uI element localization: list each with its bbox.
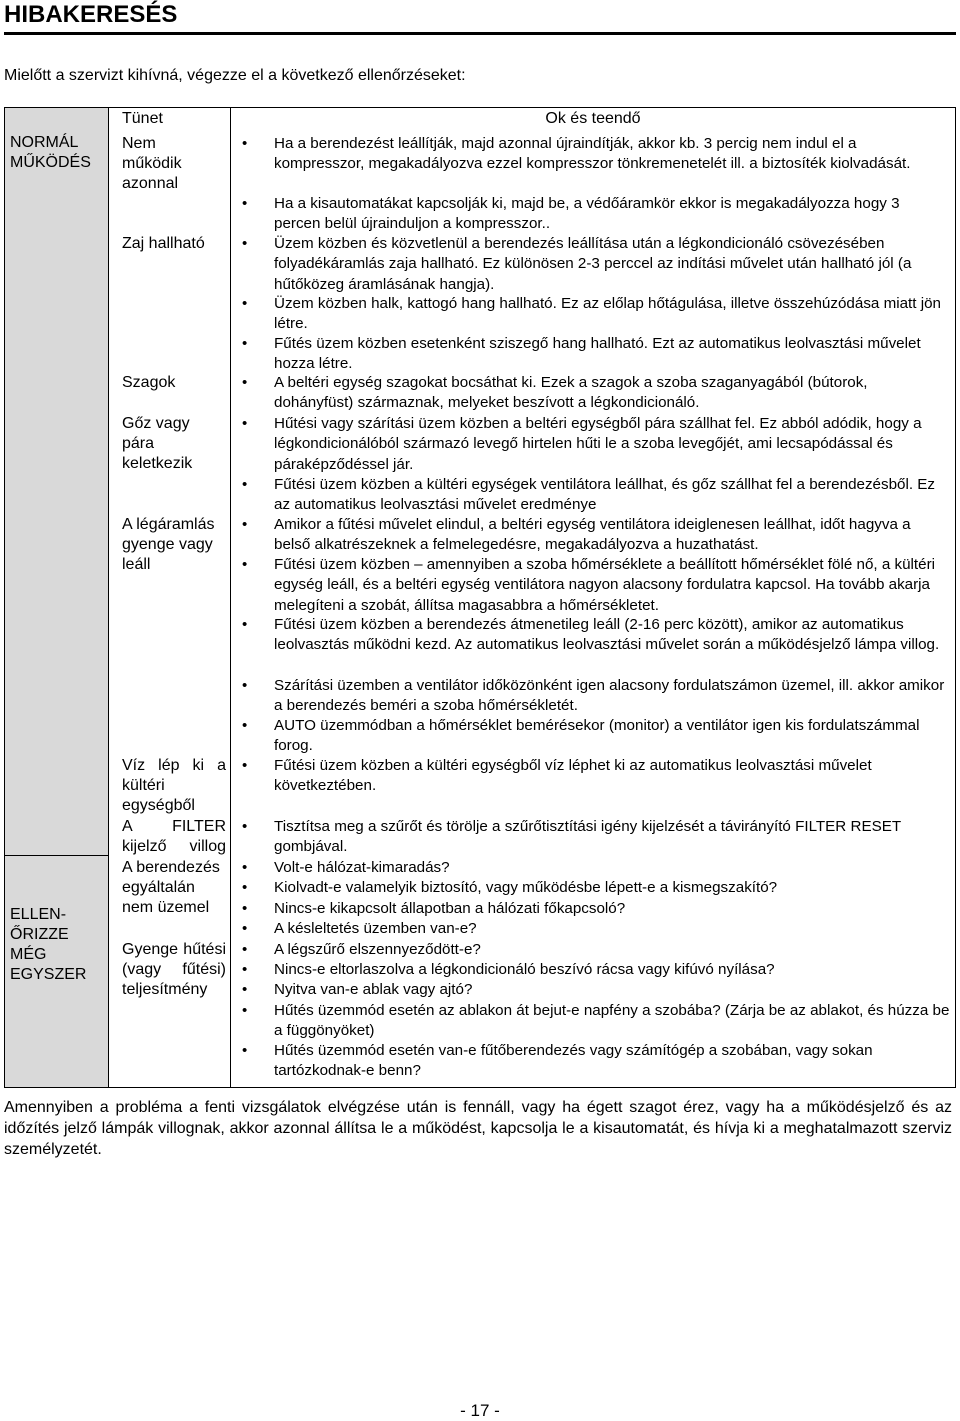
cause-item-8-3: • Hűtés üzemmód esetén az ablakon át bejut-e napfény a szobába? (Zárja be az ablakot, és húzza be a függönyöket) xyxy=(236,1001,950,1042)
cause-item-8-0: • A légszűrő elszennyeződött-e? xyxy=(236,940,950,960)
symptom-1: Zaj hallható xyxy=(122,235,205,252)
cause-item-4-0: • Amikor a fűtési művelet elindul, a beltéri egység ventilátora ideiglenesen leállhat, időt hagyva a belső alkatrészeknek a felmelegedésre, megakadályozva a huzathatást. xyxy=(236,515,950,556)
cause-item-7-3: • A késleltetés üzemben van-e? xyxy=(236,919,950,939)
cause-item-3-1: • Fűtési üzem közben a kültéri egységek ventilátora leállhat, és gőz szállhat fel a berendezésből. Ez az automatikus leolvasztási művelet eredménye xyxy=(236,475,950,516)
cause-item-0-1: • Ha a kisautomatákat kapcsolják ki, majd be, a védőáramkör ekkor is megakadályozza hogy 3 percen belül újrainduljon a kompresszor.. xyxy=(236,194,950,235)
cause-item-7-2: • Nincs-e kikapcsolt állapotban a hálózati főkapcsoló? xyxy=(236,899,950,919)
category-label-normal: NORMÁL MŰKÖDÉS xyxy=(10,134,91,171)
symptom-column-border xyxy=(230,107,231,1087)
symptom-8: Gyenge hűtési (vagy fűtési) teljesítmény xyxy=(122,941,226,998)
symptom-4: A légáramlás gyenge vagy leáll xyxy=(122,516,215,573)
cause-item-1-2: • Fűtés üzem közben esetenként sziszegő hang hallható. Ezt az automatikus leolvasztási művelet hozza létre. xyxy=(236,334,950,375)
title-underline xyxy=(4,32,956,35)
table-left-border xyxy=(4,107,5,1087)
symptom-3: Gőz vagy pára keletkezik xyxy=(122,415,193,472)
troubleshooting-table xyxy=(4,107,956,1087)
cause-item-4-1: • Fűtési üzem közben – amennyiben a szoba hőmérséklete a beállított hőmérséklet fölé nő, a kültéri egység leáll, és a beltéri egység ventilátora nagyon alacsony fordulatra kapcsol. Ha tovább akarja melegíteni a szobát, állítsa magasabbra a hőmérsékletet. xyxy=(236,555,950,616)
cause-item-1-0: • Üzem közben és közvetlenül a berendezés leállítása után a légkondicionáló csövezésében folyadékáramlás zaja hallható. Ez különösen 2-3 perccel az indítási művelet után hallható jól (a hűtőközeg áramlásának hangja). xyxy=(236,234,950,295)
cause-item-5-0: • Fűtési üzem közben a kültéri egységből víz léphet ki az automatikus leolvasztási művelet következtében. xyxy=(236,756,950,797)
cause-item-4-3: • Szárítási üzemben a ventilátor időközönként igen alacsony fordulatszámon üzemel, ill. akkor amikor a berendezés beméri a szoba hőmérsékletét. xyxy=(236,676,950,717)
page-title: HIBAKERESÉS xyxy=(4,1,178,28)
symptom-7: A berendezés egyáltalán nem üzemel xyxy=(122,859,220,916)
intro-text: Mielőtt a szervizt kihívná, végezze el a következő ellenőrzéseket: xyxy=(4,67,466,84)
cause-item-3-0: • Hűtési vagy szárítási üzem közben a beltéri egységből pára szállhat fel. Ez abból adódik, hogy a légkondicionálóból származó levegő hirtelen hűti le a szoba levegőjét, ami lecsapódással és páraképződéssel jár. xyxy=(236,414,950,475)
category-cell-normal xyxy=(4,107,108,855)
symptom-0: Nem működik azonnal xyxy=(122,135,182,192)
category-label-check: ELLEN-ŐRIZZE MÉG EGYSZER xyxy=(10,906,87,983)
cause-item-8-4: • Hűtés üzemmód esetén van-e fűtőberendezés vagy számítógép a szobában, vagy sokan tartózkodnak-e benn? xyxy=(236,1041,950,1082)
header-cause: Ok és teendő xyxy=(545,110,641,127)
symptom-2: Szagok xyxy=(122,374,176,391)
symptom-5: Víz lép ki a kültéri egységből xyxy=(122,757,226,814)
cause-item-6-0: • Tisztítsa meg a szűrőt és törölje a szűrőtisztítási igény kijelzését a távirányító FILTER RESET gombjával. xyxy=(236,817,950,858)
symptom-6: A FILTER kijelző villog xyxy=(122,818,226,855)
table-top-border xyxy=(4,107,956,108)
cause-item-8-1: • Nincs-e eltorlaszolva a légkondicionáló beszívó rácsa vagy kifúvó nyílása? xyxy=(236,960,950,980)
footer-note: Amennyiben a probléma a fenti vizsgálatok elvégzése után is fennáll, vagy ha égett szagot érez, vagy ha a működésjelző és az időzítés jelző lámpák villognak, akkor azonnal állítsa le a működést, kapcsolja le a kisautomatát, és hívja ki a meghatalmazott szerviz személyzetét. xyxy=(4,1099,952,1158)
cause-item-2-0: • A beltéri egység szagokat bocsáthat ki. Ezek a szagok a szoba szaganyagából (bútorok, dohányfüst) származnak, melyeket beszívott a légkondicionáló. xyxy=(236,373,950,414)
cause-item-7-1: • Kiolvadt-e valamelyik biztosító, vagy működésbe lépett-e a kismegszakító? xyxy=(236,878,950,898)
category-divider xyxy=(4,855,108,856)
table-right-border xyxy=(955,107,956,1087)
category-cell-check xyxy=(4,855,108,1087)
header-symptom: Tünet xyxy=(122,110,163,127)
cause-item-4-2: • Fűtési üzem közben a berendezés átmenetileg leáll (2-16 perc között), amikor az automatikus leolvasztás működni kezd. Az automatikus leolvasztási művelet során a működésjelző lámpa villog. xyxy=(236,615,950,656)
cause-item-8-2: • Nyitva van-e ablak vagy ajtó? xyxy=(236,980,950,1000)
category-column-border xyxy=(108,107,109,1087)
cause-item-4-4: • AUTO üzemmódban a hőmérséklet bemérésekor (monitor) a ventilátor igen kis fordulatszámmal forog. xyxy=(236,716,950,757)
cause-item-7-0: • Volt-e hálózat-kimaradás? xyxy=(236,858,950,878)
page-number: - 17 - xyxy=(460,1401,500,1420)
cause-item-0-0: • Ha a berendezést leállítják, majd azonnal újraindítják, akkor kb. 3 percig nem indul el a kompresszor, megakadályozva ezzel kompresszor tönkremenetelét ill. a biztosíték kiolvadását. xyxy=(236,134,950,175)
cause-item-1-1: • Üzem közben halk, kattogó hang hallható. Ez az előlap hőtágulása, illetve összehúzódása miatt jön létre. xyxy=(236,294,950,335)
table-bottom-border xyxy=(4,1087,956,1088)
